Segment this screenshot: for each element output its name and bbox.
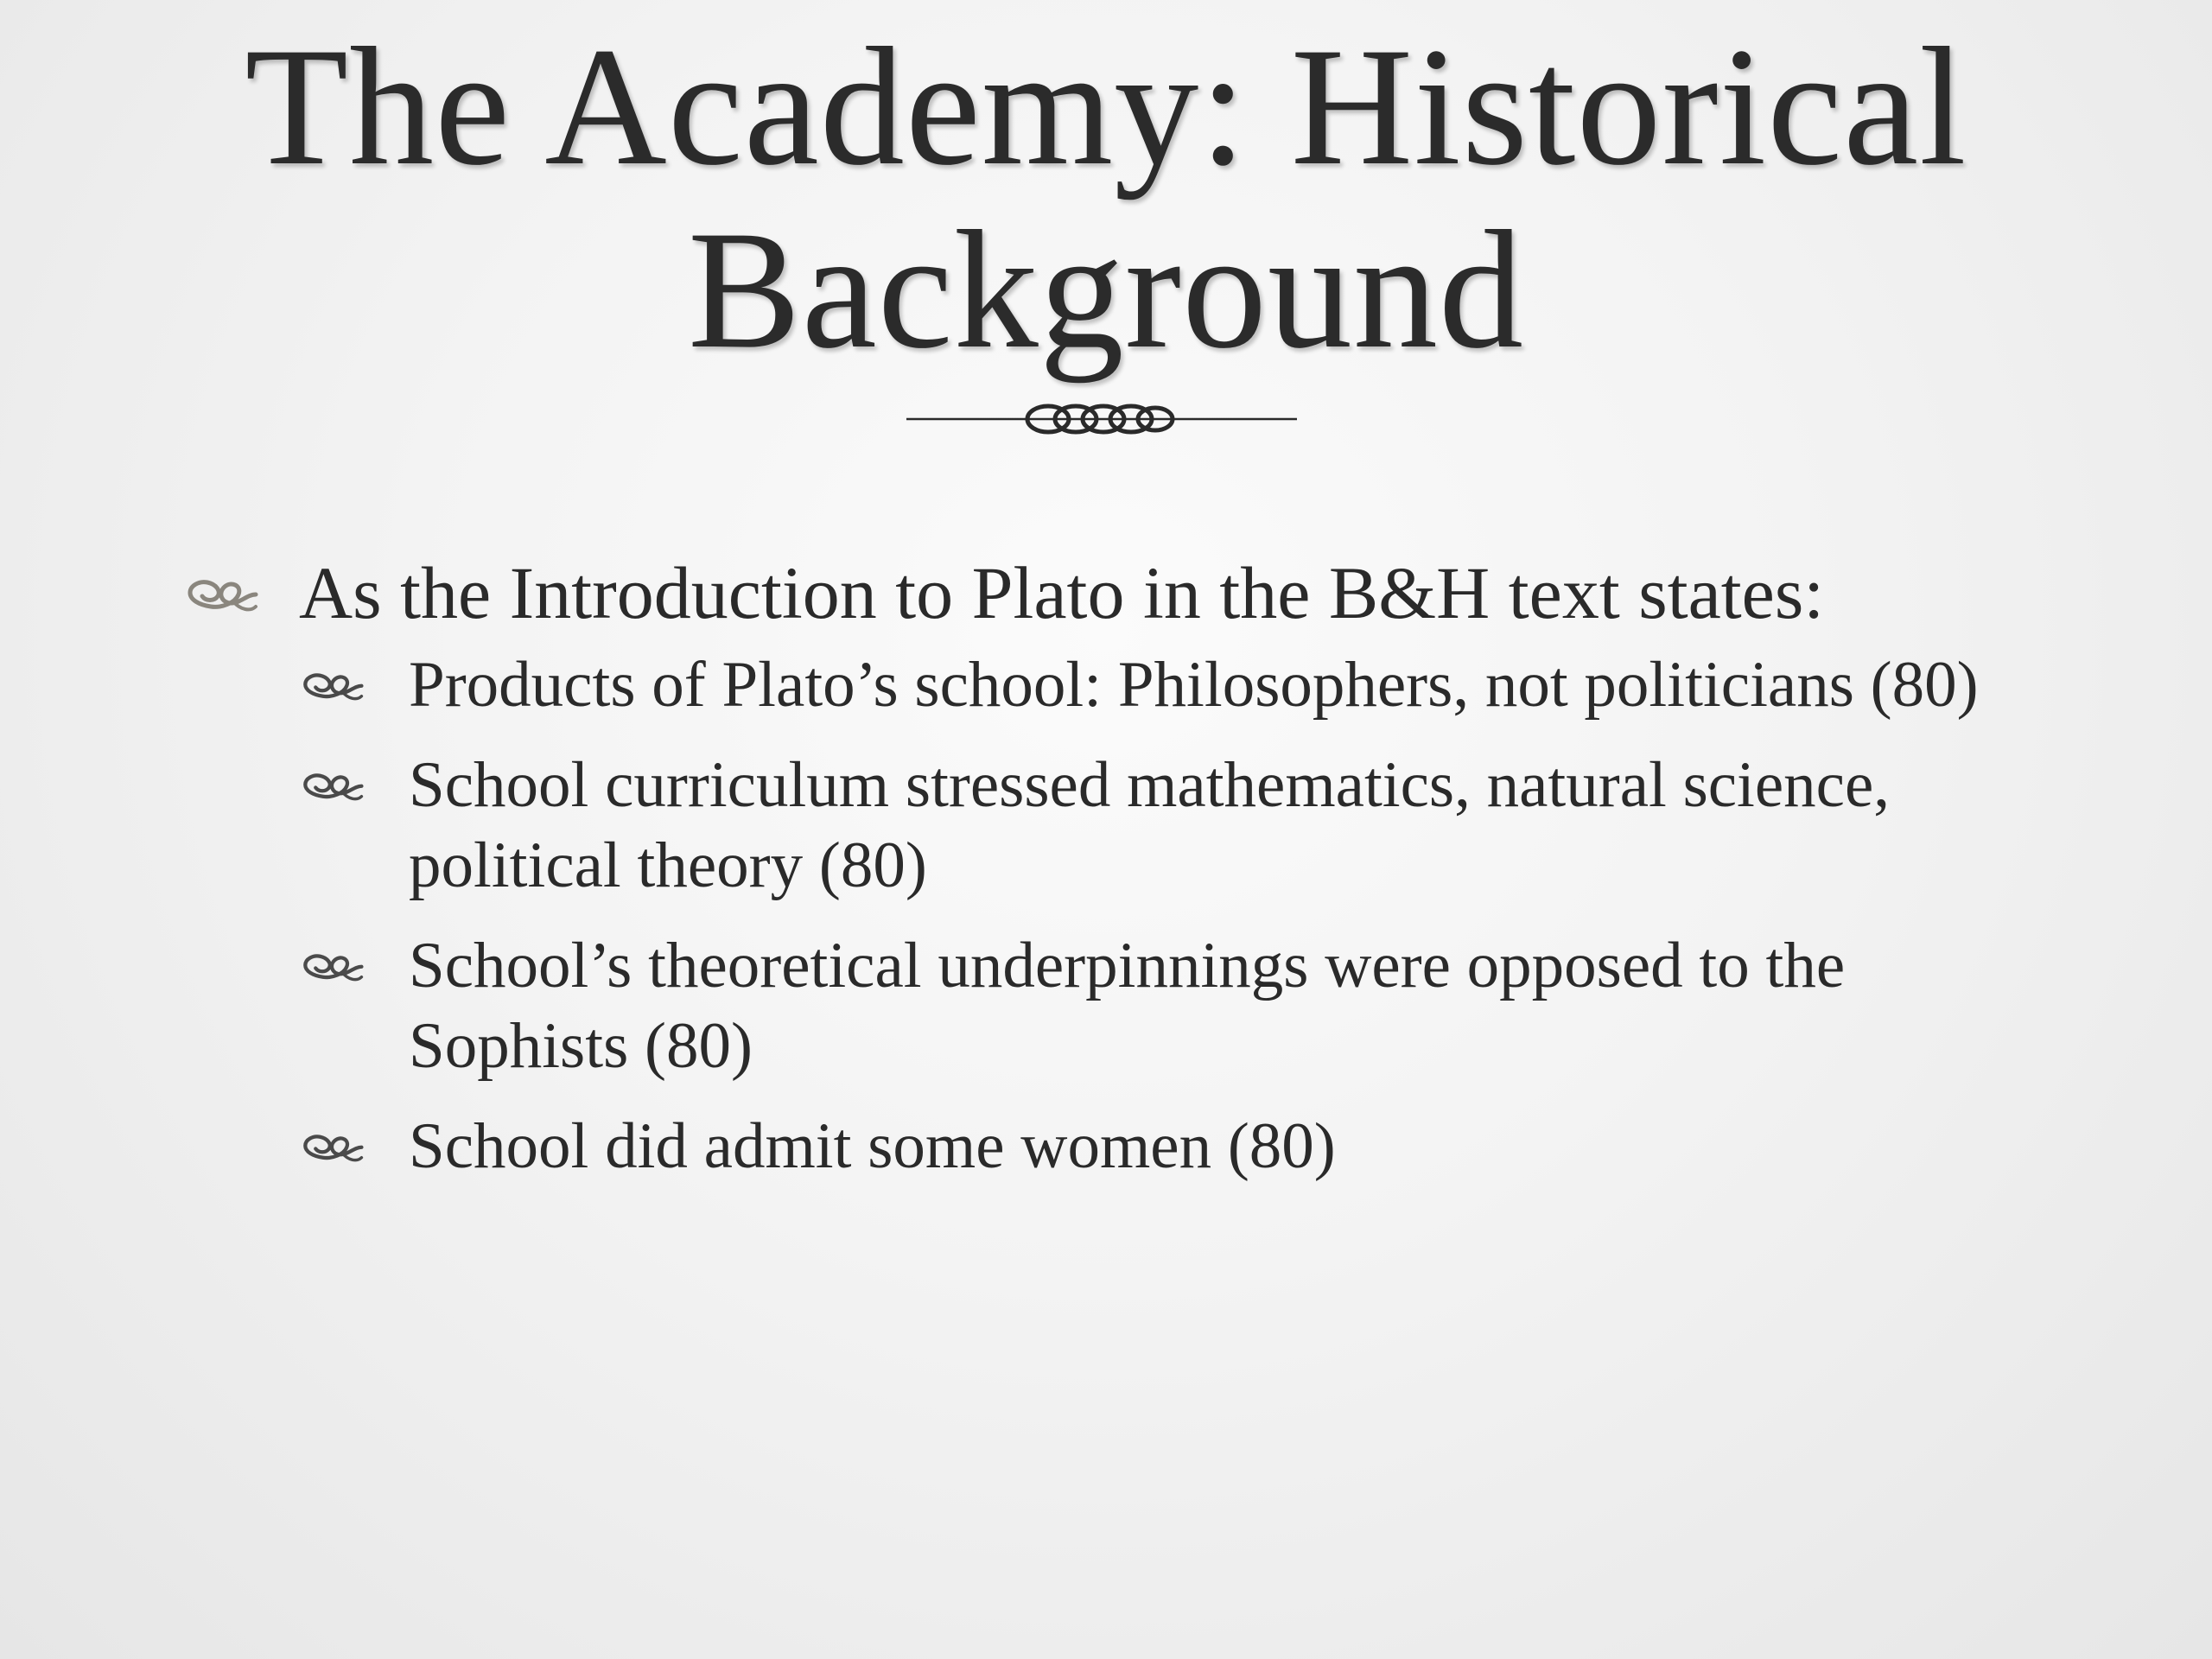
slide-body: [183, 544, 2041, 1206]
sub-bullet-text: Products of Plato’s school: Philosophers, not politicians (80): [409, 649, 1979, 721]
bullet-item: [183, 544, 2041, 641]
sub-bullet-item: [299, 645, 2053, 725]
flourish-bullet-icon: [299, 944, 366, 986]
slide-title: [0, 13, 2212, 384]
slide-title-line-1: The Academy: Historical: [245, 13, 1967, 200]
sub-bullet-item: [299, 925, 2053, 1086]
sub-bullet-text: School did admit some women (80): [409, 1110, 1336, 1182]
sub-bullet-text: School curriculum stressed mathematics, natural science, political theory (80): [409, 749, 1891, 901]
flourish-bullet-icon: [183, 569, 261, 617]
sub-bullet-text: School’s theoretical underpinnings were opposed to the Sophists (80): [409, 930, 1846, 1082]
sub-bullet-list: [299, 645, 2053, 1186]
flourish-bullet-icon: [299, 764, 366, 805]
bullet-text: As the Introduction to Plato in the B&H text states:: [299, 551, 1825, 634]
flourish-bullet-icon: [299, 1125, 366, 1166]
divider-ornament-icon: [903, 393, 1300, 445]
slide-title-line-2: Background: [688, 196, 1524, 384]
sub-bullet-item: [299, 1106, 2053, 1186]
flourish-bullet-icon: [299, 664, 366, 705]
sub-bullet-item: [299, 745, 2053, 906]
